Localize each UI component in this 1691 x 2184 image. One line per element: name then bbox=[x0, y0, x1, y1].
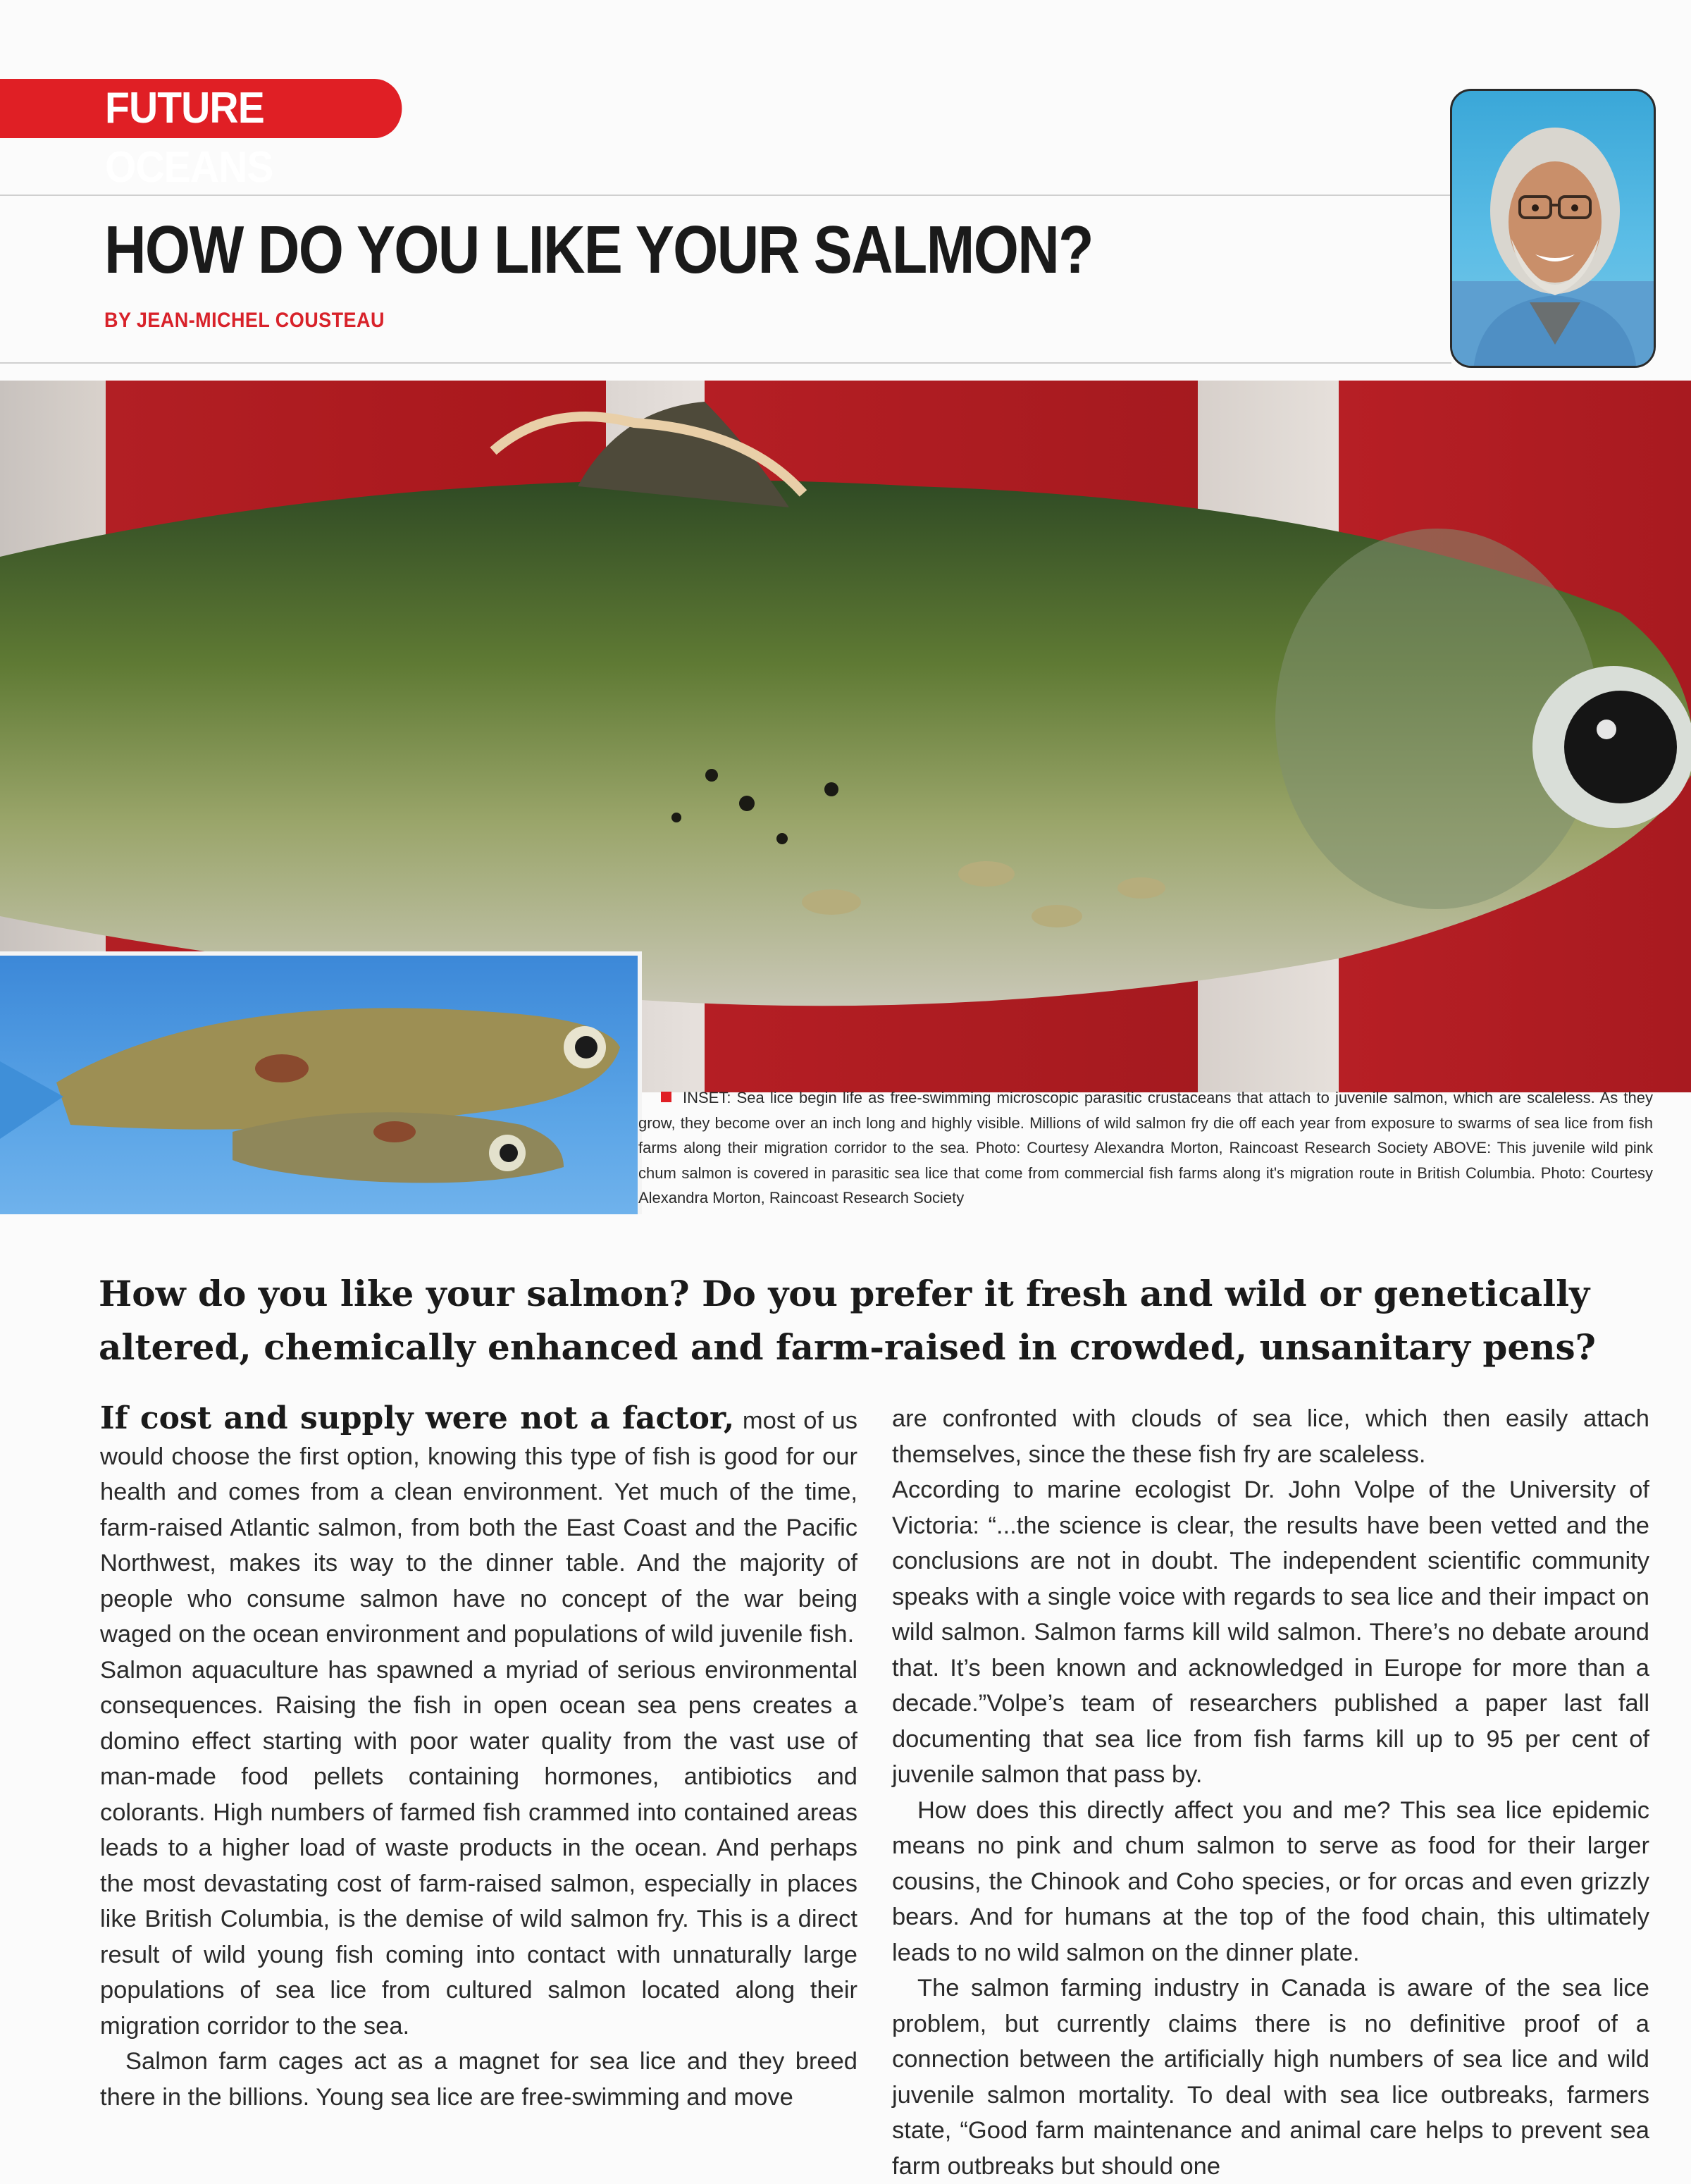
caption-marker bbox=[661, 1092, 671, 1102]
body-paragraph: How does this directly affect you and me? This sea lice epidemic means no pink and chum salmon to serve as food for their larger cousins, the Chinook and Coho species, or for orcas and even grizzly bears. And for humans at the top of the food chain, this ultimately leads to no wild salmon on the dinner plate. bbox=[892, 1796, 1649, 1966]
body-paragraph-text: most of us would choose the first option, knowing this type of fish is good for our health and comes from a clean environment. Yet much of the time, farm-raised Atlantic salmon, from both the East Coast and the Pacific Northwest, makes its way to the dinner table. And the majority of people who consume salmon have no concept of the war being waged on the ocean environment and populations of wild juvenile fish. bbox=[100, 1407, 857, 1648]
section-tag: FUTURE OCEANS bbox=[0, 79, 402, 138]
body-paragraph: Salmon farm cages act as a magnet for sea lice and they breed there in the billions. Young sea lice are free-swimming and move bbox=[100, 2048, 857, 2111]
body-paragraph: The salmon farming industry in Canada is aware of the sea lice problem, but currently claims there is no definitive proof of a connection between the artificially high numbers of sea lice and wild juvenile salmon mortality. To deal with sea lice outbreaks, farmers state, “Good farm maintenance and animal care helps to prevent sea farm outbreaks but should one bbox=[892, 1975, 1649, 2180]
caption-text: INSET: Sea lice begin life as free-swimming microscopic parasitic crustaceans that attach to juvenile salmon, which are scaleless. As they grow, they become over an inch long and highly visible. Millions of wild salmon fry die off each year from exposure to swarms of sea lice from fish farms along their migration corridor to the sea. Photo: Courtesy Alexandra Morton, Raincoast Research Society ABOVE: This juvenile wild pink chum salmon is covered in parasitic sea lice that come from commercial fish farms along it's migration route in British Columbia. Photo: Courtesy Alexandra Morton, Raincoast Research Society bbox=[638, 1089, 1653, 1207]
body-paragraph: Salmon aquaculture has spawned a myriad of serious environmental consequences. Raising the fish in open ocean sea pens creates a domino effect starting with poor water quality from the vast use of man-made food pellets containing hormones, antibiotics and colorants. High numbers of farmed fish crammed into contained areas leads to a higher load of waste products in the ocean. And perhaps the most devastating cost of farm-raised salmon, especially in places like British Columbia, is the demise of wild salmon fry. This is a direct result of wild young fish coming into contact with unnaturally large populations of sea lice from cultured salmon located along their migration corridor to the sea. bbox=[100, 1656, 857, 2040]
body-column-2 bbox=[892, 1401, 1649, 2184]
body-column-1 bbox=[100, 1401, 857, 2115]
top-rule bbox=[0, 195, 1451, 196]
article-title: HOW DO YOU LIKE YOUR SALMON? bbox=[104, 212, 1093, 288]
photo-caption bbox=[638, 1085, 1653, 1211]
author-portrait bbox=[1450, 89, 1656, 368]
header-rule bbox=[0, 362, 1451, 364]
body-paragraph: According to marine ecologist Dr. John Volpe of the University of Victoria: “...the science is clear, the results have been vetted and the conclusions are not in doubt. The independent scientific community speaks with a single voice with regards to sea lice and their impact on wild salmon. Salmon farms kill wild salmon. There’s no debate around that. It’s been known and acknowledged in Europe for more than a decade.”Volpe’s team of researchers published a paper last fall documenting that sea lice from fish farms kill up to 95 per cent of juvenile salmon that pass by. bbox=[892, 1476, 1649, 1788]
article-deck: How do you like your salmon? Do you prefer it fresh and wild or genetically altered, chemically enhanced and farm-raised in crowded, unsanitary pens? bbox=[99, 1273, 1596, 1368]
body-paragraph bbox=[100, 1401, 857, 1653]
byline: BY JEAN-MICHEL COUSTEAU bbox=[104, 309, 385, 332]
lead-in: If cost and supply were not a factor, bbox=[100, 1400, 735, 1436]
body-paragraph: are confronted with clouds of sea lice, which then easily attach themselves, since the these fish fry are scaleless. bbox=[892, 1405, 1649, 1468]
inset-photo bbox=[0, 951, 642, 1214]
author-portrait-illustration bbox=[1452, 91, 1656, 368]
inset-salmon-illustration bbox=[0, 956, 633, 1210]
